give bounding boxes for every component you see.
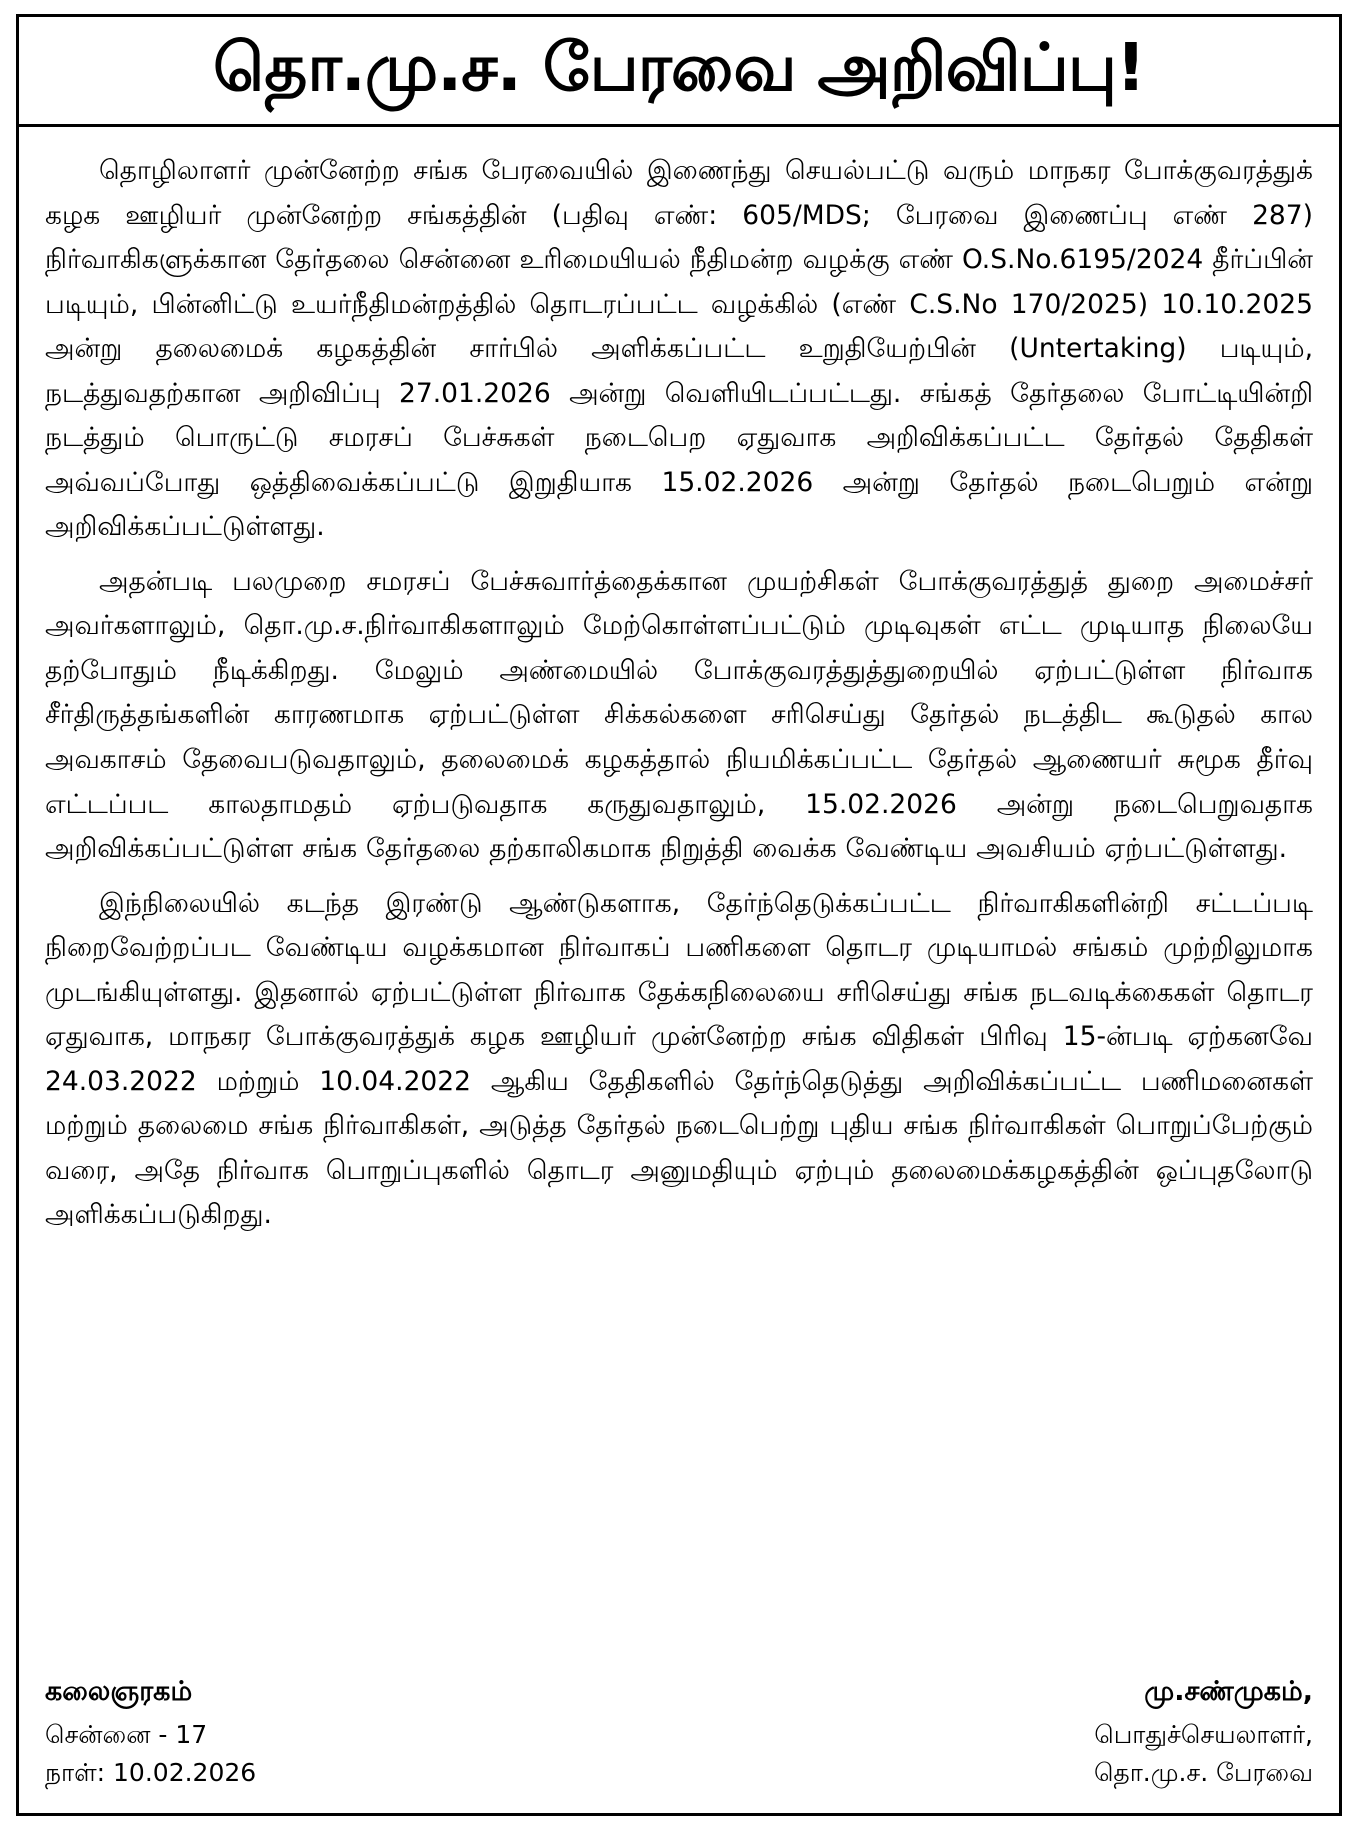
notice-header [19,17,1339,127]
footer-signatory [1094,1672,1313,1792]
footer-city: சென்னை - 17 [45,1720,208,1749]
footer-issuer-location [45,1672,256,1792]
footer-place: கலைஞரகம் [45,1675,193,1707]
paragraph-2: அதன்படி பலமுறை சமரசப் பேச்சுவார்த்தைக்கான முயற்சிகள் போக்குவரத்துத் துறை அமைச்சர் அவர்களாலும், தொ.மு.ச.நிர்வாகிகளாலும் மேற்கொள்ளப்பட்டும் முடிவுகள் எட்ட முடியாத நிலையே தற்போதும் நீடிக்கிறது. மேலும் அண்மையில் போக்குவரத்துத்துறையில் ஏற்பட்டுள்ள நிர்வாக சீர்திருத்தங்களின் காரணமாக ஏற்பட்டுள்ள சிக்கல்களை சரிசெய்து தேர்தல் நடத்திட கூடுதல் கால அவகாசம் தேவைபடுவதாலும், தலைமைக் கழகத்தால் நியமிக்கப்பட்ட தேர்தல் ஆணையர் சுமூக தீர்வு எட்டப்பட காலதாமதம் ஏற்படுவதாக கருதுவதாலும், 15.02.2026 அன்று நடைபெறுவதாக அறிவிக்கப்பட்டுள்ள சங்க தேர்தலை தற்காலிகமாக நிறுத்தி வைக்க வேண்டிய அவசியம் ஏற்பட்டுள்ளது. [45,565,1313,865]
footer-signatory-organisation: தொ.மு.ச. பேரவை [1093,1757,1313,1787]
paragraph-1: தொழிலாளர் முன்னேற்ற சங்க பேரவையில் இணைந்து செயல்பட்டு வரும் மாநகர போக்குவரத்துக் கழக ஊழியர் முன்னேற்ற சங்கத்தின் (பதிவு எண்: 605/MDS; பேரவை இணைப்பு எண் 287) நிர்வாகிகளுக்கான தேர்தலை சென்னை உரிமையியல் நீதிமன்ற வழக்கு எண் O.S.No.6195/2024 தீர்ப்பின் படியும், பின்னிட்டு உயர்நீதிமன்றத்தில் தொடரப்பட்ட வழக்கில் (எண் C.S.No 170/2025) 10.10.2025 அன்று தலைமைக் கழகத்தின் சார்பில் அளிக்கப்பட்ட உறுதியேற்பின் (Untertaking) படியும், நடத்துவதற்கான அறிவிப்பு 27.01.2026 அன்று வெளியிடப்பட்டது. சங்கத் தேர்தலை போட்டியின்றி நடத்தும் பொருட்டு சமரசப் பேச்சுகள் நடைபெற ஏதுவாக அறிவிக்கப்பட்ட தேர்தல் தேதிகள் அவ்வப்போது ஒத்திவைக்கப்பட்டு இறுதியாக 15.02.2026 அன்று தேர்தல் நடைபெறும் என்று அறிவிக்கப்பட்டுள்ளது. [45,155,1313,543]
notice-footer [19,1646,1339,1814]
footer-signatory-designation: பொதுச்செயலாளர், [1094,1720,1313,1749]
paragraph-3: இந்நிலையில் கடந்த இரண்டு ஆண்டுகளாக, தேர்ந்தெடுக்கப்பட்ட நிர்வாகிகளின்றி சட்டப்படி நிறைவேற்றப்பட வேண்டிய வழக்கமான நிர்வாகப் பணிகளை தொடர முடியாமல் சங்கம் முற்றிலுமாக முடங்கியுள்ளது. இதனால் ஏற்பட்டுள்ள நிர்வாக தேக்கநிலையை சரிசெய்து சங்க நடவடிக்கைகள் தொடர ஏதுவாக, மாநகர போக்குவரத்துக் கழக ஊழியர் முன்னேற்ற சங்க விதிகள் பிரிவு 15-ன்படி ஏற்கனவே 24.03.2022 மற்றும் 10.04.2022 ஆகிய தேதிகளில் தேர்ந்தெடுத்து அறிவிக்கப்பட்ட பணிமனைகள் மற்றும் தலைமை சங்க நிர்வாகிகள், அடுத்த தேர்தல் நடைபெற்று புதிய சங்க நிர்வாகிகள் பொறுப்பேற்கும் வரை, அதே நிர்வாக பொறுப்புகளில் தொடர அனுமதியும் ஏற்பும் தலைமைக்கழகத்தின் ஒப்புதலோடு அளிக்கப்படுகிறது. [45,887,1313,1231]
notice-body [19,127,1339,1645]
page-title: தொ.மு.ச. பேரவை அறிவிப்பு! [212,29,1146,106]
footer-date: நாள்: 10.02.2026 [45,1757,257,1787]
footer-signatory-name: மு.சண்முகம், [1144,1675,1313,1707]
notice-card [16,14,1342,1816]
